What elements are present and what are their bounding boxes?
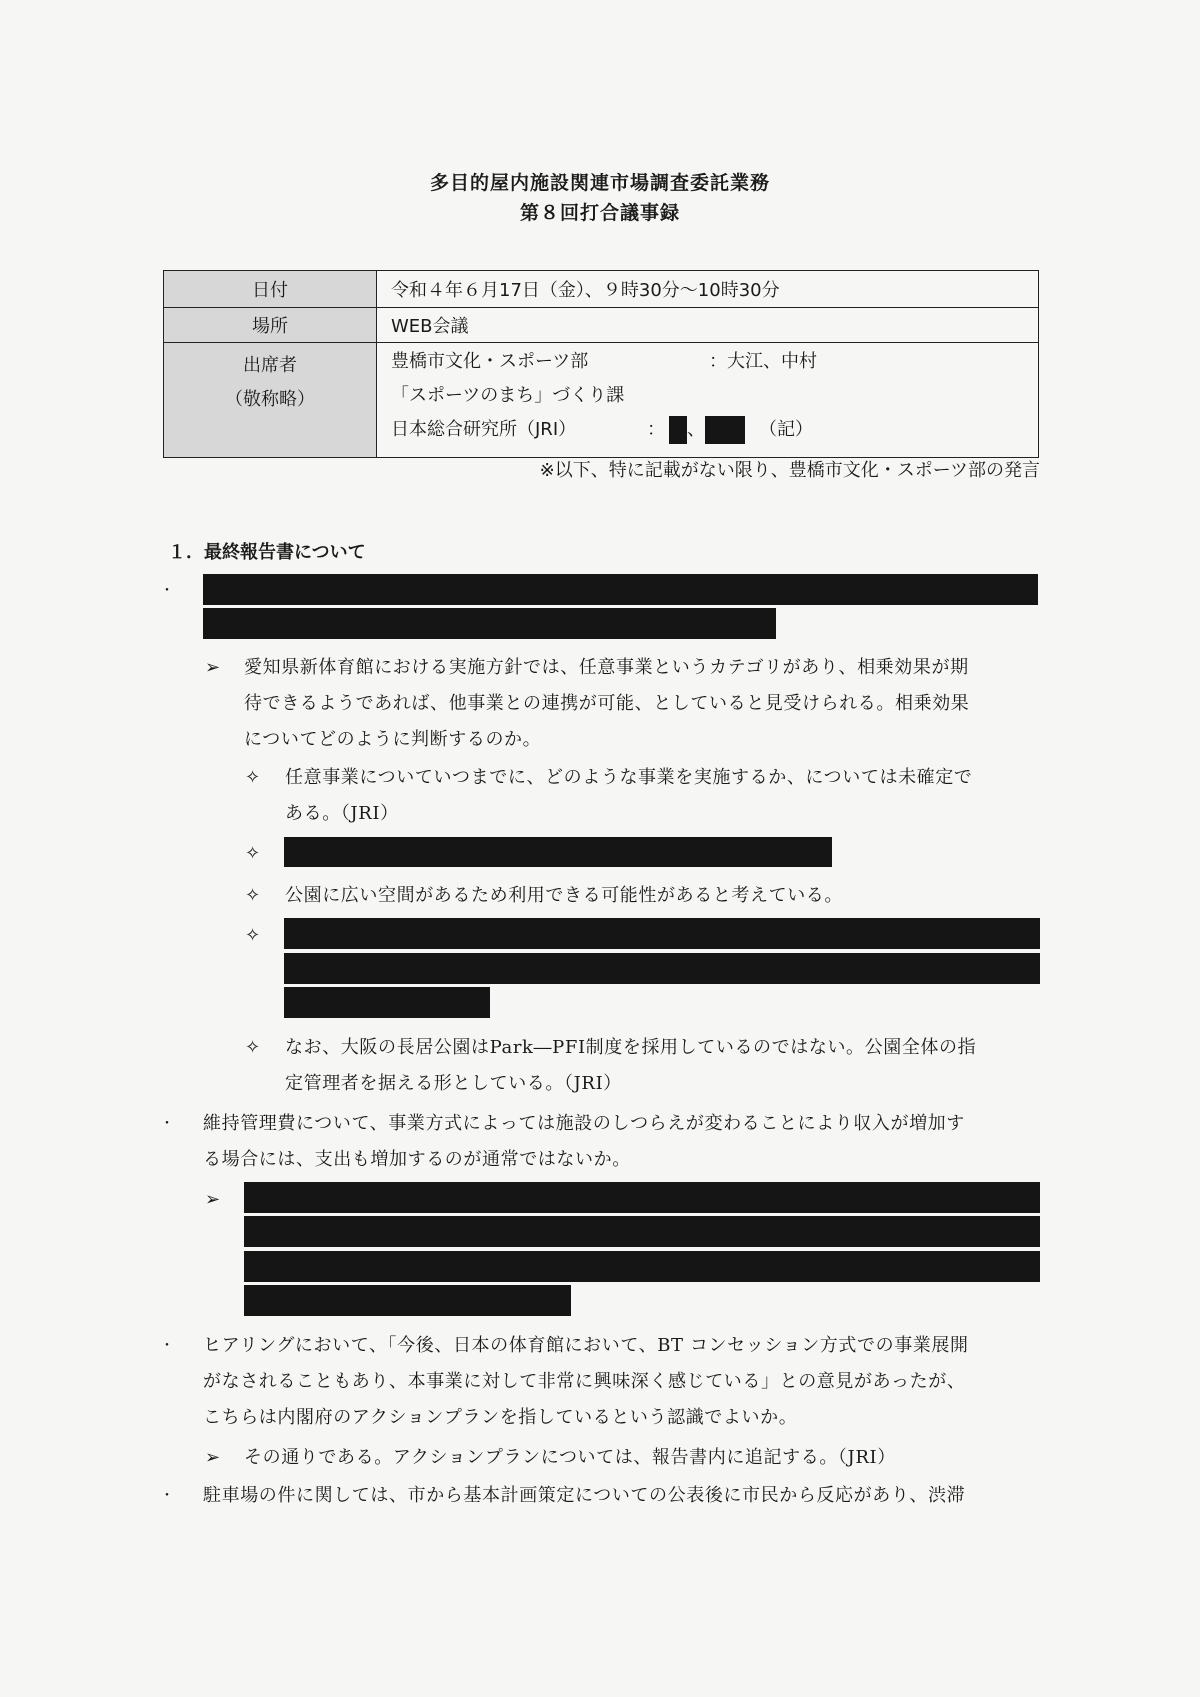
question-line: 愛知県新体育館における実施方針では、任意事業というカテゴリがあり、相乗効果が期 [244,657,969,678]
redaction-block [203,608,776,639]
arrow-marker: ➢ [205,1447,221,1468]
attendee-line-2 [391,379,1038,413]
answer-line: ある。（JRI） [285,803,399,824]
place-row [164,308,1039,343]
attendees-label: 出席者 [243,355,297,376]
attendee-city-names: ：大江、中村 [709,351,817,372]
date-row [164,271,1039,308]
place-value: WEB会議 [377,308,1039,343]
diamond-marker: ✧ [245,885,261,906]
attendees-sublabel: （敬称略） [225,389,315,410]
attendee-jri-colon: ： [647,419,665,440]
bullet-marker: ・ [160,1488,174,1504]
answer-line: 公園に広い空間があるため利用できる可能性があると考えている。 [285,885,843,906]
bullet-marker: ・ [160,1338,174,1354]
attendee-org-city: 豊橋市文化・スポーツ部 [391,351,589,372]
speaker-note: ※以下、特に記載がない限り、豊橋市文化・スポーツ部の発言 [539,460,1040,481]
diamond-marker: ✧ [245,767,261,788]
redaction-block [244,1285,571,1316]
redaction-block [244,1251,1040,1282]
diamond-marker: ✧ [245,843,261,864]
answer-line: 定管理者を据える形としている。（JRI） [285,1073,622,1094]
attendee-line-3 [391,413,1038,447]
answer-line: 任意事業についていつまでに、どのような事業を実施するか、については未確定で [285,767,973,788]
redaction-block [284,987,490,1018]
place-label: 場所 [164,308,377,343]
bullet-marker: ・ [160,583,174,599]
paragraph-line: る場合には、支出も増加するのが通常ではないか。 [203,1149,631,1170]
paragraph-line: こちらは内閣府のアクションプランを指しているという認識でよいか。 [203,1407,798,1428]
meeting-info-table [163,270,1039,458]
attendee-jri-separator: 、 [687,419,705,440]
redaction-block [705,416,745,444]
redaction-block [669,416,687,444]
attendee-line-1 [391,345,1038,379]
redaction-block [244,1216,1040,1247]
arrow-marker: ➢ [205,657,221,678]
document-title: 多目的屋内施設関連市場調査委託業務 [429,172,770,194]
attendees-value [377,343,1039,458]
question-line: 待できるようであれば、他事業との連携が可能、としていると見受けられる。相乗効果 [244,693,970,714]
redaction-block [203,574,1038,605]
answer-line: その通りである。アクションプランについては、報告書内に追記する。（JRI） [244,1447,896,1468]
paragraph-line: ヒアリングにおいて、「今後、日本の体育館において、BT コンセッション方式での事業展開 [203,1335,969,1356]
section-heading: １．最終報告書について [168,542,366,563]
redaction-block [284,953,1040,984]
paragraph-line: 駐車場の件に関しては、市から基本計画策定についての公表後に市民から反応があり、渋滞 [203,1485,966,1506]
paragraph-line: がなされることもあり、本事業に対して非常に興味深く感じている」との意見があったが、 [203,1371,966,1392]
attendee-jri-note: （記） [759,419,813,440]
redaction-block [284,918,1040,949]
redaction-block [244,1182,1040,1213]
document-subtitle: 第８回打合議事録 [519,202,680,224]
diamond-marker: ✧ [245,925,261,946]
attendee-org-jri: 日本総合研究所（JRI） [391,419,577,440]
arrow-marker: ➢ [205,1189,221,1210]
answer-line: なお、大阪の長居公園はPark―PFI制度を採用しているのではない。公園全体の指 [285,1037,977,1058]
paragraph-line: 維持管理費について、事業方式によっては施設のしつらえが変わることにより収入が増加す [203,1113,965,1134]
date-value: 令和４年６月17日（金）、９時30分～10時30分 [377,271,1039,308]
attendees-row [164,343,1039,458]
redaction-block [284,837,832,867]
attendees-label-cell [164,343,377,458]
date-label: 日付 [164,271,377,308]
attendee-org-city-division: 「スポーツのまち」づくり課 [391,385,625,406]
diamond-marker: ✧ [245,1037,261,1058]
document-header [0,168,1200,228]
bullet-marker: ・ [160,1116,174,1132]
question-line: についてどのように判断するのか。 [244,729,542,750]
